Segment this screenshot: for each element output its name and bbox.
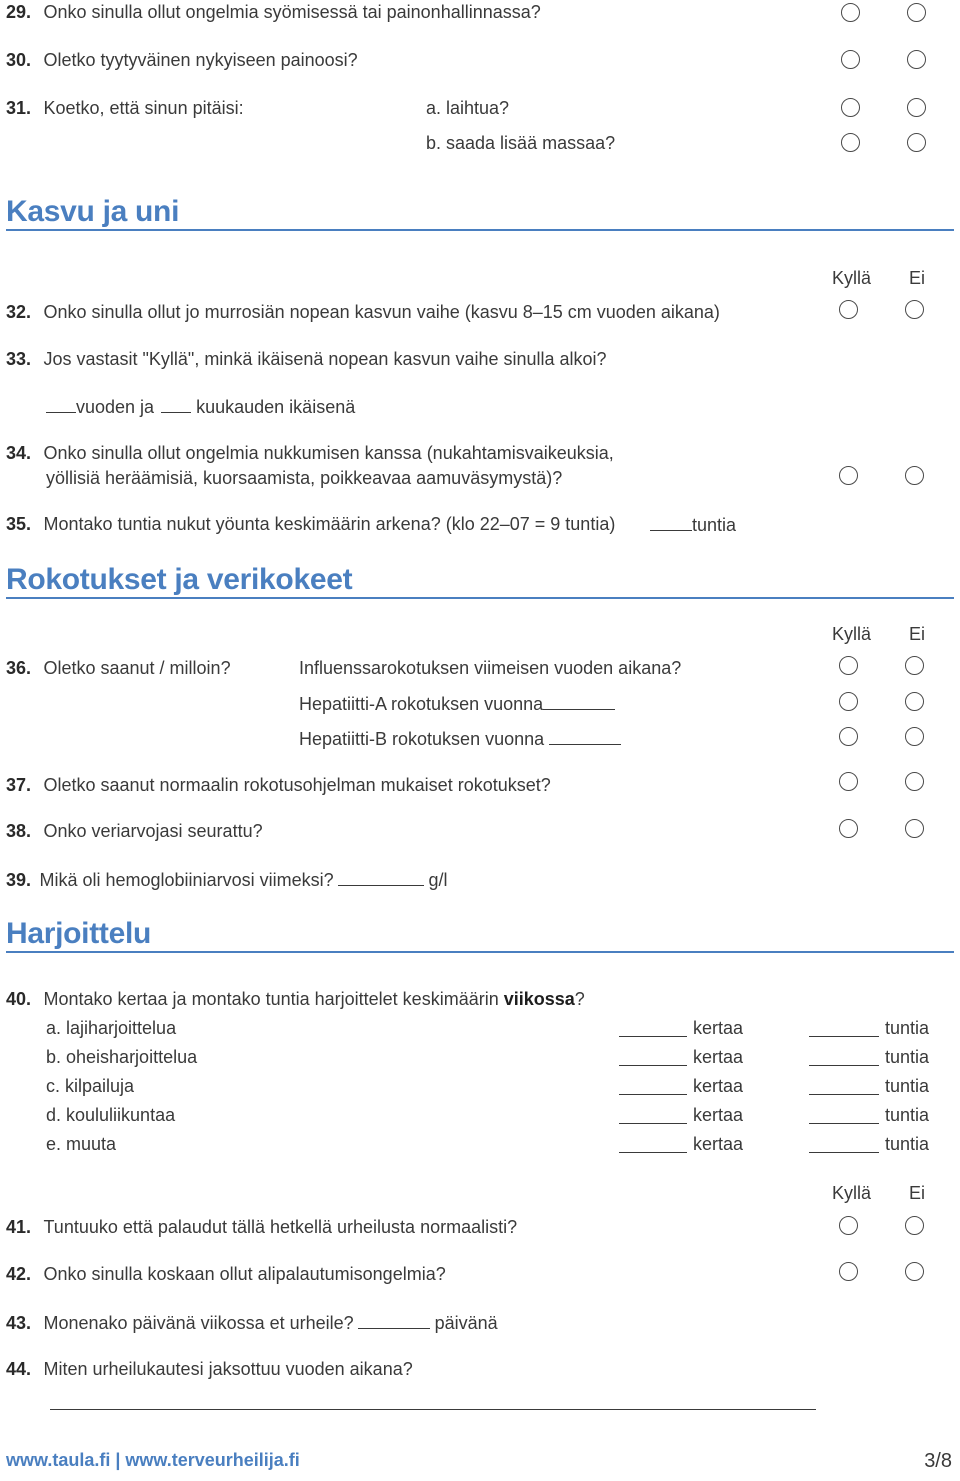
question-39 (6, 869, 448, 891)
radio-36c-no[interactable] (905, 727, 924, 746)
question-number: 37. (6, 775, 32, 795)
hours-input[interactable] (809, 1094, 879, 1095)
hours-label: tuntia (885, 1105, 930, 1125)
question-text: Jos vastasit "Kyllä", minkä ikäisenä nopean kasvun vaihe sinulla alkoi? (43, 349, 607, 369)
question-text: Tuntuuko että palaudut tällä hetkellä urheilusta normaalisti? (43, 1217, 518, 1237)
section-title-vaccinations: Rokotukset ja verikokeet (6, 563, 353, 596)
option-label: Hepatiitti-B rokotuksen vuonna (299, 729, 545, 749)
radio-32-yes[interactable] (839, 300, 858, 319)
hours-label: tuntia (885, 1047, 930, 1067)
months-label: kuukauden ikäisenä (196, 397, 356, 417)
hours-label: tuntia (885, 1076, 930, 1096)
times-input[interactable] (619, 1123, 687, 1124)
question-text: Onko sinulla koskaan ollut alipalautumisongelmia? (43, 1264, 446, 1284)
question-30 (6, 50, 358, 71)
times-label: kertaa (693, 1134, 744, 1154)
radio-32-no[interactable] (905, 300, 924, 319)
option-31b: b. saada lisää massaa? (426, 133, 616, 153)
radio-29-no[interactable] (907, 3, 926, 22)
question-text: Koetko, että sinun pitäisi: (43, 98, 244, 118)
radio-36b-no[interactable] (905, 692, 924, 711)
radio-34-no[interactable] (905, 466, 924, 485)
question-number: 43. (6, 1313, 32, 1333)
question-43 (6, 1312, 498, 1334)
option-label: Hepatiitti-A rokotuksen vuonna (299, 694, 544, 714)
hours-input[interactable] (809, 1152, 879, 1153)
question-35 (6, 514, 615, 535)
section-title-growth: Kasvu ja uni (6, 195, 180, 228)
hours-label: tuntia (885, 1134, 930, 1154)
question-number: 35. (6, 514, 32, 534)
times-input[interactable] (619, 1036, 687, 1037)
question-text: Oletko saanut normaalin rokotusohjelman mukaiset rokotukset? (43, 775, 551, 795)
years-label: vuoden ja (76, 397, 155, 417)
column-yes: Kyllä (832, 268, 872, 288)
years-input[interactable] (46, 396, 76, 413)
question-text: Montako kertaa ja montako tuntia harjoittelet keskimäärin (43, 989, 504, 1009)
section-rule (6, 951, 954, 953)
question-38 (6, 821, 263, 842)
question-number: 34. (6, 443, 32, 463)
radio-41-no[interactable] (905, 1216, 924, 1235)
option-36b (299, 693, 615, 715)
question-end: ? (574, 989, 585, 1009)
unit-label: päivänä (434, 1313, 498, 1333)
question-emphasis: viikossa (503, 989, 575, 1009)
radio-31a-yes[interactable] (841, 98, 860, 117)
column-no: Ei (909, 1183, 926, 1203)
unit-label: g/l (428, 870, 448, 890)
question-29 (6, 2, 541, 23)
times-input[interactable] (619, 1065, 687, 1066)
times-label: kertaa (693, 1047, 744, 1067)
column-no: Ei (909, 268, 926, 288)
radio-31b-no[interactable] (907, 133, 926, 152)
radio-31b-yes[interactable] (841, 133, 860, 152)
hemoglobin-input[interactable] (338, 869, 424, 886)
question-number: 32. (6, 302, 32, 322)
times-input[interactable] (619, 1152, 687, 1153)
radio-31a-no[interactable] (907, 98, 926, 117)
radio-38-no[interactable] (905, 819, 924, 838)
radio-30-yes[interactable] (841, 50, 860, 69)
question-number: 41. (6, 1217, 32, 1237)
radio-36b-yes[interactable] (839, 692, 858, 711)
question-number: 39. (6, 870, 32, 890)
question-text-line1: Onko sinulla ollut ongelmia nukkumisen kanssa (nukahtamisvaikeuksia, (43, 443, 614, 463)
question-42 (6, 1264, 446, 1285)
question-number: 36. (6, 658, 32, 678)
radio-42-no[interactable] (905, 1262, 924, 1281)
hours-label: tuntia (885, 1018, 930, 1038)
question-number: 33. (6, 349, 32, 369)
training-type: e. muuta (46, 1134, 117, 1154)
option-31a: a. laihtua? (426, 98, 510, 118)
question-text-line2: yöllisiä heräämisiä, kuorsaamista, poikkeavaa aamuväsymystä)? (46, 468, 563, 488)
radio-34-yes[interactable] (839, 466, 858, 485)
hepb-year-input[interactable] (549, 728, 621, 745)
section-rule (6, 597, 954, 599)
radio-37-no[interactable] (905, 772, 924, 791)
unit-label: tuntia (692, 515, 737, 535)
radio-42-yes[interactable] (839, 1262, 858, 1281)
question-37 (6, 775, 551, 796)
training-type: b. oheisharjoittelua (46, 1047, 198, 1067)
times-input[interactable] (619, 1094, 687, 1095)
hours-input[interactable] (809, 1123, 879, 1124)
question-31 (6, 98, 244, 119)
column-no: Ei (909, 624, 926, 644)
question-34 (6, 443, 614, 464)
page-number: 3/8 (924, 1450, 952, 1472)
hepa-year-input[interactable] (543, 693, 615, 710)
question-number: 40. (6, 989, 32, 1009)
question-41 (6, 1217, 517, 1238)
times-label: kertaa (693, 1018, 744, 1038)
question-text: Oletko saanut / milloin? (43, 658, 231, 678)
radio-37-yes[interactable] (839, 772, 858, 791)
times-label: kertaa (693, 1076, 744, 1096)
question-number: 38. (6, 821, 32, 841)
question-number: 42. (6, 1264, 32, 1284)
radio-36a-no[interactable] (905, 656, 924, 675)
question-36 (6, 658, 231, 679)
column-yes: Kyllä (832, 1183, 872, 1203)
radio-29-yes[interactable] (841, 3, 860, 22)
question-text: Montako tuntia nukut yöunta keskimäärin arkena? (klo 22–07 = 9 tuntia) (43, 514, 616, 534)
question-number: 31. (6, 98, 32, 118)
question-number: 44. (6, 1359, 32, 1379)
training-type: d. koululiikuntaa (46, 1105, 176, 1125)
column-yes: Kyllä (832, 624, 872, 644)
question-number: 30. (6, 50, 32, 70)
sleep-hours-input[interactable] (650, 514, 692, 531)
radio-41-yes[interactable] (839, 1216, 858, 1235)
question-text: Onko veriarvojasi seurattu? (43, 821, 263, 841)
section-title-training: Harjoittelu (6, 917, 152, 950)
question-text: Monenako päivänä viikossa et urheile? (43, 1313, 354, 1333)
growth-age-line (46, 396, 355, 418)
question-44 (6, 1359, 413, 1380)
question-text: Miten urheilukautesi jaksottuu vuoden aikana? (43, 1359, 413, 1379)
rest-days-input[interactable] (358, 1312, 430, 1329)
training-type: a. lajiharjoittelua (46, 1018, 177, 1038)
option-36c (299, 728, 621, 750)
radio-38-yes[interactable] (839, 819, 858, 838)
times-label: kertaa (693, 1105, 744, 1125)
question-text: Oletko tyytyväinen nykyiseen painoosi? (43, 50, 358, 70)
season-answer-line[interactable] (50, 1409, 816, 1410)
hours-input[interactable] (809, 1036, 879, 1037)
question-text: Onko sinulla ollut jo murrosiän nopean kasvun vaihe (kasvu 8–15 cm vuoden aikana) (43, 302, 720, 322)
radio-36a-yes[interactable] (839, 656, 858, 675)
training-type: c. kilpailuja (46, 1076, 135, 1096)
question-32 (6, 302, 720, 323)
question-number: 29. (6, 2, 32, 22)
hours-input[interactable] (809, 1065, 879, 1066)
question-40 (6, 989, 585, 1010)
question-text: Mikä oli hemoglobiiniarvosi viimeksi? (39, 870, 334, 890)
radio-36c-yes[interactable] (839, 727, 858, 746)
radio-30-no[interactable] (907, 50, 926, 69)
months-input[interactable] (161, 396, 191, 413)
section-rule (6, 229, 954, 231)
sleep-hours (650, 514, 736, 536)
question-33 (6, 349, 607, 370)
option-36a: Influenssarokotuksen viimeisen vuoden aikana? (299, 658, 682, 678)
question-text: Onko sinulla ollut ongelmia syömisessä tai painonhallinnassa? (43, 2, 541, 22)
footer-links[interactable]: www.taula.fi | www.terveurheilija.fi (6, 1450, 300, 1470)
